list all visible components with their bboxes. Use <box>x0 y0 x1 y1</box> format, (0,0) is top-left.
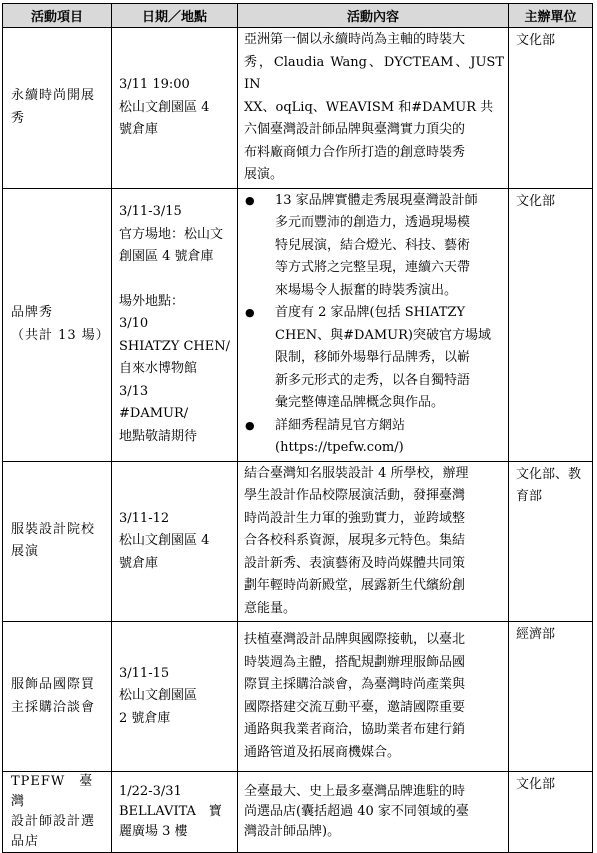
bullet-icon: ● <box>245 193 255 207</box>
bullet-icon: ● <box>245 418 255 432</box>
bullet-list <box>244 190 504 460</box>
activity-name: 服裝設計院校 展演 <box>3 461 112 622</box>
header-content: 活動內容 <box>238 4 509 28</box>
activity-name: 永續時尚開展 秀 <box>3 28 112 189</box>
activity-name: TPEFW 臺灣 設計師設計選 品店 <box>3 772 112 853</box>
table-row <box>3 772 593 853</box>
bullet-icon: ● <box>245 306 255 319</box>
table-row <box>3 622 593 772</box>
activity-content: 亞洲第一個以永續時尚為主軸的時裝大 秀，Claudia Wang、DYCTEAM、JUST IN XX、oqLiq、WEAVISM 和#DAMUR 共 六個臺灣設計師品牌與臺灣實力頂尖的 布料廠商傾力合作所打造的創意時裝秀 展演。 <box>238 28 509 189</box>
activity-content: 結合臺灣知名服裝設計 4 所學校，辦理 學生設計作品校際展演活動，發揮臺灣 時尚設計生力軍的強勁實力，並跨域整 合各校科系資源，展現多元特色。集結 設計新秀、表演藝術及時尚媒體共同策 劃年輕時尚新殿堂，展露新生代繽紛創 意能量。 <box>238 461 509 622</box>
activity-name: 服飾品國際買 主採購洽談會 <box>3 622 112 772</box>
header-date-location: 日期／地點 <box>112 4 238 28</box>
organizer: 文化部 <box>509 772 593 853</box>
date-location: 1/22-3/31 BELLAVITA 寶 麗廣場 3 樓 <box>112 772 238 853</box>
list-item: ● 詳細秀程請見官方網站 (https://tpefw.com/) <box>244 415 504 460</box>
table-row <box>3 188 593 461</box>
table-row <box>3 461 593 622</box>
date-location: 3/11 19:00 松山文創園區 4 號倉庫 <box>112 28 238 189</box>
activity-content: 全臺最大、史上最多臺灣品牌進駐的時 尚選品店(囊括超過 40 家不同領域的臺 灣設計師品牌)。 <box>238 772 509 853</box>
list-item: ● 首度有 2 家品牌(包括 SHIATZY CHEN、與#DAMUR)突破官方場域 限制，移師外場舉行品牌秀，以嶄 新多元形式的走秀，以各自獨特語 彙完整傳達品牌概念與作品。 <box>244 302 504 415</box>
table-row <box>3 28 593 189</box>
organizer: 經濟部 <box>509 622 593 772</box>
header-activity: 活動項目 <box>3 4 112 28</box>
date-location: 3/11-15 松山文創園區 2 號倉庫 <box>112 622 238 772</box>
header-organizer: 主辦單位 <box>509 4 593 28</box>
activity-name: 品牌秀 （共計 13 場） <box>3 188 112 461</box>
organizer: 文化部 <box>509 188 593 461</box>
activity-content <box>238 188 509 461</box>
activity-table <box>2 3 593 853</box>
date-location: 3/11-12 松山文創園區 4 號倉庫 <box>112 461 238 622</box>
header-row <box>3 4 593 28</box>
activity-content: 扶植臺灣設計品牌與國際接軌，以臺北 時裝週為主體，搭配規劃辦理服飾品國 際買主採購洽談會，為臺灣時尚產業與 國際搭建交流互動平臺，邀請國際重要 通路與我業者商洽，協助業者布建行銷 通路管道及拓展商機媒合。 <box>238 622 509 772</box>
list-item: ● 13 家品牌實體走秀展現臺灣設計師 多元而豐沛的創造力，透過現場模 特兒展演，結合燈光、科技、藝術 等方式將之完整呈現，連續六天帶 來場場令人振奮的時裝秀演出。 <box>244 190 504 303</box>
date-location: 3/11-3/15 官方場地：松山文 創園區 4 號倉庫 場外地點： 3/10 SHIATZY CHEN/ 自來水博物館 3/13 #DAMUR/ 地點敬請期待 <box>112 188 238 461</box>
organizer: 文化部 <box>509 28 593 189</box>
organizer: 文化部、教 育部 <box>509 461 593 622</box>
